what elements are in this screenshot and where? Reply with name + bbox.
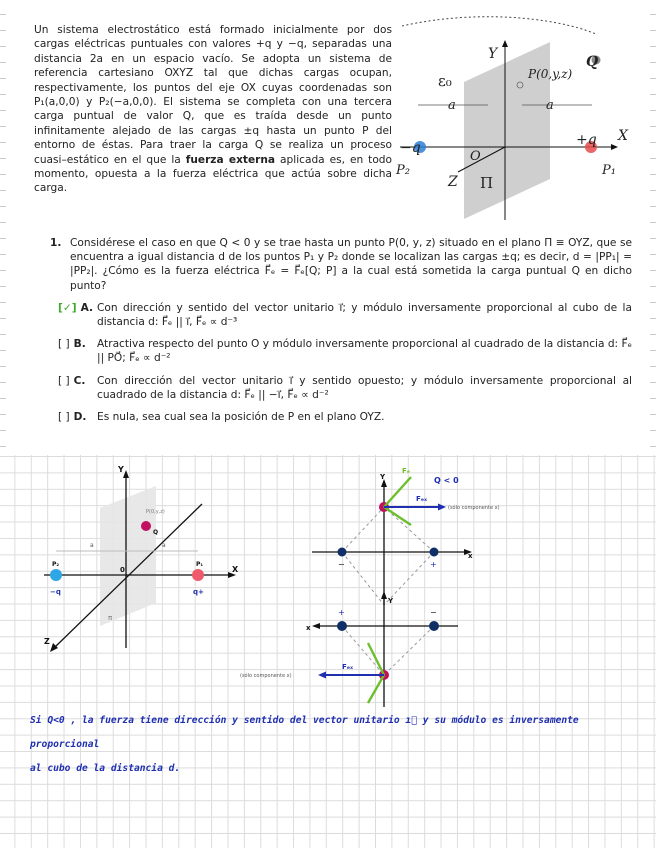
question-number: 1. bbox=[50, 237, 62, 249]
margin-tick bbox=[650, 302, 656, 303]
sketch-label-x: X bbox=[232, 565, 239, 574]
margin-tick bbox=[0, 110, 6, 111]
sketch-r-y2: Y bbox=[388, 597, 394, 605]
y-arrow bbox=[502, 40, 508, 47]
sketch-r-x1: x bbox=[468, 552, 473, 560]
checkbox-icon: [ ] bbox=[58, 374, 70, 387]
option-d-letter: D. bbox=[73, 411, 87, 424]
intro-text-1: Un sistema electrostático está formado inicialmente por dos cargas eléctricas puntuales con valores +q y −q, separadas una distancia 2a en un espacio vacío. Se adopta un sistema de referencia cartesiano OXYZ tal que dichas cargas ocupan, respectivamente, los puntos del eje OX cuyas coordenadas son P₁(a,0,0) y P₂(−a,0,0). El sistema se completa con una tercera carga puntual de valor Q, que es traída desde un punto infinitamente alejado de las cargas ±q hasta un punto P del entorno de éstas. Para traer la carga Q se realiza un proceso cuasi–estático en el que la bbox=[34, 24, 392, 166]
sketch-r-dash1b bbox=[384, 507, 434, 552]
margin-tick bbox=[0, 446, 6, 447]
margin-tick bbox=[0, 142, 6, 143]
margin-tick bbox=[650, 126, 656, 127]
sketch-label-p2: P₂ bbox=[52, 561, 60, 568]
margin-tick bbox=[0, 222, 6, 223]
sketch-label-a1: a bbox=[90, 542, 94, 549]
margin-tick bbox=[0, 158, 6, 159]
margin-tick bbox=[0, 286, 6, 287]
margin-tick bbox=[0, 94, 6, 95]
margin-tick bbox=[650, 350, 656, 351]
margin-tick bbox=[0, 382, 6, 383]
sketch-label-plus: q+ bbox=[193, 588, 204, 596]
label-plus-q: +q bbox=[576, 132, 597, 148]
label-p1: P₁ bbox=[602, 163, 616, 178]
margin-tick bbox=[650, 94, 656, 95]
sketch-z-arrow bbox=[50, 643, 58, 652]
sketch-label-a2: a bbox=[162, 542, 166, 549]
option-c-text: Con dirección del vector unitario ı⃗ y sentido opuesto; y módulo inversamente proporcional al cuadrado de la distancia d: F⃗ₑ || −ı⃗, F⃗ₑ ∝ d⁻² bbox=[97, 374, 632, 401]
sketch-r-fex-top-arrow bbox=[438, 504, 446, 511]
sketch-label-p: P(0,y,z) bbox=[146, 509, 165, 515]
option-b-mark[interactable] bbox=[58, 337, 86, 351]
sketch-r-fe-up bbox=[384, 477, 411, 507]
label-p: P(0,y,z) bbox=[528, 67, 573, 81]
sketch-plane bbox=[100, 486, 159, 626]
margin-tick bbox=[650, 238, 656, 239]
margin-tick bbox=[650, 222, 656, 223]
sketch-r-x2: x bbox=[306, 624, 311, 632]
label-y: Y bbox=[488, 46, 498, 62]
option-c-mark[interactable] bbox=[58, 374, 85, 388]
sketch-r-qneg: Q < 0 bbox=[434, 476, 459, 485]
margin-tick bbox=[0, 238, 6, 239]
checkbox-icon: [ ] bbox=[58, 338, 70, 351]
sketch-y-arrow bbox=[123, 470, 129, 478]
margin-tick bbox=[0, 350, 6, 351]
sketch-r-dash2b bbox=[384, 626, 434, 675]
sketch-r-dash1a bbox=[342, 507, 384, 552]
sketch-r-minus1: − bbox=[338, 560, 345, 569]
margin-tick bbox=[0, 190, 6, 191]
trajectory-dashed bbox=[402, 17, 596, 34]
margin-tick bbox=[0, 206, 6, 207]
sketch-r-fe-label1: Fₑ bbox=[402, 467, 411, 475]
margin-tick bbox=[0, 126, 6, 127]
option-d-text: Es nula, sea cual sea la posición de P en el plano OYZ. bbox=[97, 411, 385, 424]
margin-tick bbox=[650, 190, 656, 191]
checkbox-checked-icon: [✓] bbox=[58, 301, 77, 314]
question-1 bbox=[50, 236, 632, 424]
sketch-label-q: Q bbox=[153, 529, 159, 536]
margin-tick bbox=[650, 382, 656, 383]
margin-tick bbox=[650, 46, 656, 47]
sketch-r-solo1: (sólo componente x) bbox=[448, 505, 500, 511]
margin-tick bbox=[0, 174, 6, 175]
sketch-charge-minus bbox=[50, 569, 62, 581]
option-c[interactable] bbox=[50, 374, 632, 402]
margin-tick bbox=[650, 430, 656, 431]
margin-tick bbox=[650, 206, 656, 207]
sketch-r-y2-arrow bbox=[381, 591, 387, 599]
margin-tick bbox=[0, 62, 6, 63]
margin-tick bbox=[650, 334, 656, 335]
margin-tick bbox=[650, 366, 656, 367]
margin-tick bbox=[650, 270, 656, 271]
option-b-letter: B. bbox=[73, 338, 86, 351]
sketch-r-charge-plus1 bbox=[430, 548, 439, 557]
margin-tick bbox=[650, 286, 656, 287]
option-a[interactable] bbox=[50, 301, 632, 329]
option-b[interactable] bbox=[50, 337, 632, 365]
sketch-r-charge-minus1 bbox=[338, 548, 347, 557]
sketch-r-plus2: + bbox=[338, 608, 345, 617]
label-x: X bbox=[618, 128, 628, 144]
sketch-label-y: Y bbox=[118, 465, 124, 474]
margin-tick bbox=[0, 254, 6, 255]
margin-tick bbox=[650, 254, 656, 255]
label-epsilon: ε₀ bbox=[438, 72, 452, 90]
margin-tick bbox=[0, 46, 6, 47]
sketch-r-fe-bottom-down bbox=[368, 675, 384, 703]
sketch-charge-plus bbox=[192, 569, 204, 581]
intro-text-2: aplicada es, en todo momento, opuesta a la fuerza eléctrica que actúa sobre dicha carga. bbox=[34, 153, 393, 195]
label-p2: P₂ bbox=[396, 163, 410, 178]
margin-tick bbox=[650, 414, 656, 415]
sketch-label-pi: π bbox=[108, 614, 113, 622]
margin-tick bbox=[0, 302, 6, 303]
margin-tick bbox=[650, 446, 656, 447]
margin-tick bbox=[0, 318, 6, 319]
margin-tick bbox=[0, 430, 6, 431]
option-c-letter: C. bbox=[73, 374, 86, 387]
sketch-charge-q bbox=[141, 521, 151, 531]
margin-tick bbox=[0, 414, 6, 415]
sketch-label-minus: −q bbox=[50, 588, 61, 596]
label-minus-q: −q bbox=[400, 140, 421, 156]
margin-tick bbox=[650, 174, 656, 175]
margin-tick bbox=[650, 30, 656, 31]
sketch-right-diagram bbox=[236, 455, 566, 710]
question-text: Considérese el caso en que Q < 0 y se trae hasta un punto P(0, y, z) situado en el plano Π ≡ OYZ, que se encuentra a igual distancia d de los puntos P₁ y P₂ donde se localizan las cargas ±q; es decir, d = |PP₁| = |PP₂|. ¿Cómo es la fuerza eléctrica F⃗ₑ = F⃗ₑ[Q; P] a la cual está sometida la carga puntual Q en dicho punto? bbox=[70, 237, 632, 292]
margin-tick bbox=[650, 142, 656, 143]
label-pi: Π bbox=[480, 174, 494, 192]
option-a-text: Con dirección y sentido del vector unitario ı⃗; y módulo inversamente proporcional al cubo de la distancia d: F⃗ₑ || ı⃗, F⃗ₑ ∝ d⁻³ bbox=[97, 301, 632, 329]
margin-tick bbox=[650, 110, 656, 111]
handwritten-answer bbox=[30, 709, 630, 781]
sketch-r-plus1: + bbox=[430, 560, 437, 569]
margin-tick bbox=[0, 14, 6, 15]
sketch-r-y1: Y bbox=[380, 473, 386, 481]
sketch-label-origin: 0 bbox=[120, 566, 125, 574]
margin-tick bbox=[650, 398, 656, 399]
sketch-r-fe-down bbox=[384, 507, 411, 525]
label-a1: a bbox=[448, 98, 456, 113]
sketch-r-charge-minus2 bbox=[429, 621, 439, 631]
margin-tick bbox=[0, 30, 6, 31]
sketch-r-x2-arrow bbox=[312, 623, 320, 629]
checkbox-icon: [ ] bbox=[58, 411, 70, 424]
margin-tick bbox=[650, 318, 656, 319]
margin-tick bbox=[650, 158, 656, 159]
sketch-r-dash1c bbox=[342, 552, 384, 605]
figure-charges-plane bbox=[392, 14, 642, 226]
margin-tick bbox=[0, 78, 6, 79]
intro-paragraph bbox=[34, 23, 392, 196]
sketch-left-diagram bbox=[30, 458, 240, 663]
sketch-r-solo2: (sólo componente x) bbox=[240, 673, 292, 679]
handwritten-line-1: Si Q<0 , la fuerza tiene dirección y sentido del vector unitario ı⃗ y su módulo es inversamente proporcional bbox=[30, 715, 579, 750]
sketch-r-fex-label1: Fₑₓ bbox=[416, 495, 428, 503]
intro-bold: fuerza externa bbox=[185, 153, 276, 166]
label-a2: a bbox=[546, 98, 554, 113]
label-origin: O bbox=[470, 149, 481, 164]
margin-tick bbox=[650, 78, 656, 79]
option-d[interactable] bbox=[50, 410, 632, 424]
sketch-r-charge-plus2 bbox=[337, 621, 347, 631]
label-q-far: Q bbox=[586, 54, 599, 70]
margin-tick bbox=[0, 334, 6, 335]
margin-tick bbox=[650, 14, 656, 15]
sketch-label-p1: P₁ bbox=[196, 561, 204, 568]
margin-tick bbox=[0, 366, 6, 367]
handwritten-line-2: al cubo de la distancia d. bbox=[30, 763, 181, 774]
option-b-text: Atractiva respecto del punto O y módulo inversamente proporcional al cuadrado de la distancia d: F⃗ₑ || PO⃗; F⃗ₑ ∝ d⁻² bbox=[97, 338, 632, 365]
margin-tick bbox=[650, 62, 656, 63]
option-d-mark[interactable] bbox=[58, 410, 86, 424]
sketch-r-minus2: − bbox=[430, 608, 437, 617]
sketch-label-z: Z bbox=[44, 637, 50, 646]
option-a-mark[interactable] bbox=[58, 301, 93, 315]
sketch-r-fex-bottom-arrow bbox=[318, 672, 326, 679]
x-arrow bbox=[611, 144, 618, 150]
sketch-r-fex-label2: Fₑₓ bbox=[342, 663, 354, 671]
margin-tick bbox=[0, 270, 6, 271]
margin-tick bbox=[0, 398, 6, 399]
label-z: Z bbox=[448, 174, 458, 190]
option-a-letter: A. bbox=[80, 301, 93, 314]
